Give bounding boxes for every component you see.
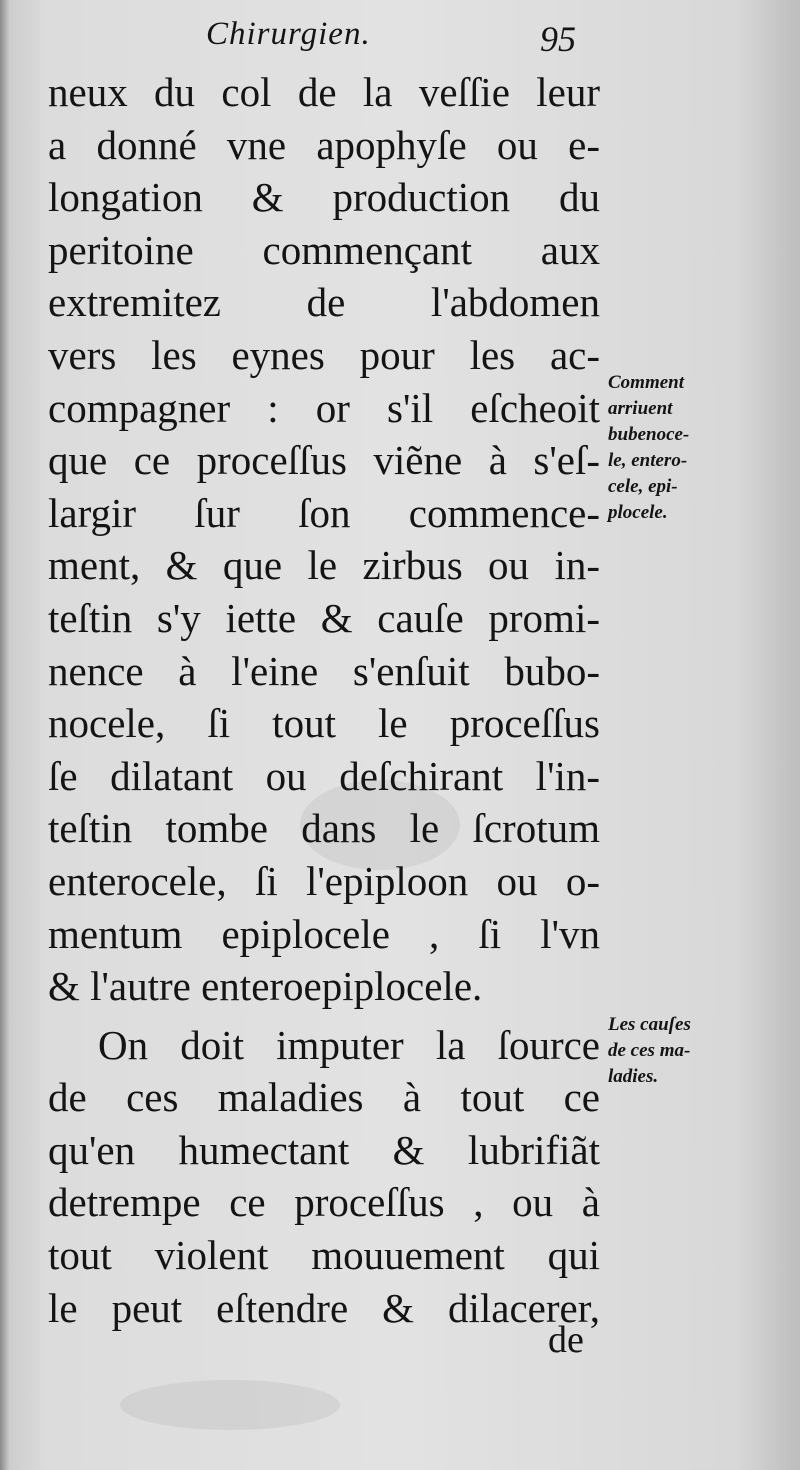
text-line: vers les eynes pour les ac- bbox=[48, 331, 600, 378]
paper-stain bbox=[120, 1380, 340, 1430]
text-line: enterocele, ſi l'epiploon ou o- bbox=[48, 857, 600, 904]
text-line: a donné vne apophyſe ou e- bbox=[48, 121, 600, 168]
text-line: ment, & que le zirbus ou in- bbox=[48, 542, 600, 589]
margin-note-line: Comment bbox=[608, 372, 685, 393]
text-line: ſe dilatant ou deſchirant l'in- bbox=[48, 752, 600, 799]
page-number: 95 bbox=[540, 19, 576, 59]
margin-note-line: bubenoce- bbox=[608, 424, 690, 445]
margin-note bbox=[608, 1012, 691, 1090]
text-line: que ce proceſſus viẽne à s'eſ- bbox=[48, 437, 600, 484]
text-line: detrempe ce proceſſus , ou à bbox=[48, 1179, 600, 1226]
margin-note-line: ladies. bbox=[608, 1066, 659, 1087]
text-line: compagner : or s'il eſcheoit bbox=[48, 384, 600, 431]
text-line: nocele, ſi tout le proceſſus bbox=[48, 700, 600, 747]
running-head: Chirurgien. bbox=[206, 16, 371, 52]
text-line: longation & production du bbox=[48, 174, 600, 221]
text-line: extremitez de l'abdomen bbox=[48, 279, 600, 326]
margin-note-line: arriuent bbox=[608, 398, 673, 419]
text-line: teſtin tombe dans le ſcrotum bbox=[48, 805, 600, 852]
text-line: qu'en humectant & lubrifiãt bbox=[48, 1126, 600, 1173]
page-gutter-shadow bbox=[0, 0, 10, 1470]
page-header bbox=[0, 16, 800, 66]
margin-note bbox=[608, 370, 689, 526]
text-line: le peut eſtendre & dilacerer, bbox=[48, 1284, 600, 1331]
text-line: On doit imputer la ſource bbox=[98, 1021, 600, 1068]
text-line: mentum epiplocele , ſi l'vn bbox=[48, 910, 600, 957]
text-line: largir ſur ſon commence- bbox=[48, 489, 600, 536]
text-line: peritoine commençant aux bbox=[48, 226, 600, 273]
text-line: de ces maladies à tout ce bbox=[48, 1074, 600, 1121]
main-text bbox=[48, 66, 600, 1334]
margin-note-line: Les cauſes bbox=[608, 1014, 691, 1035]
margin-note-line: plocele. bbox=[608, 502, 668, 523]
text-line: & l'autre enteroepiplocele. bbox=[48, 963, 483, 1010]
margin-note-line: le, entero- bbox=[608, 450, 688, 471]
margin-note-line: de ces ma- bbox=[608, 1040, 691, 1061]
text-line: tout violent mouuement qui bbox=[48, 1232, 600, 1279]
catchword: de bbox=[548, 1319, 584, 1361]
margin-note-line: cele, epi- bbox=[608, 476, 678, 497]
text-line: teſtin s'y iette & cauſe promi- bbox=[48, 594, 600, 641]
text-line: nence à l'eine s'enſuit bubo- bbox=[48, 647, 600, 694]
text-line: neux du col de la veſſie leur bbox=[48, 69, 600, 115]
